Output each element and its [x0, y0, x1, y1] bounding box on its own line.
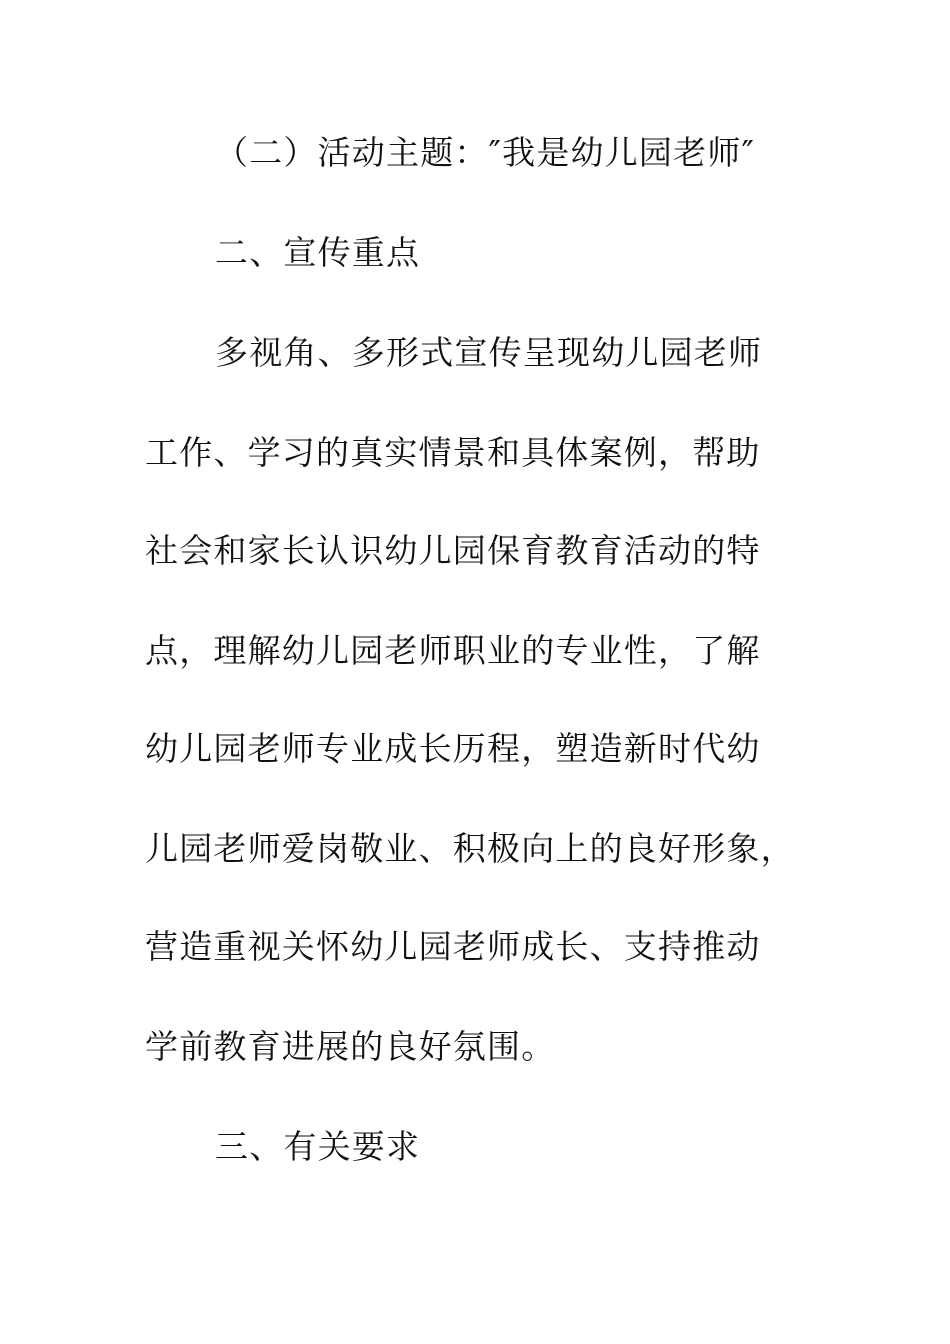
- paragraph-line: 幼儿园老师专业成长历程，塑造新时代幼: [145, 729, 761, 768]
- paragraph-line: 社会和家长认识幼儿园保育教育活动的特: [145, 531, 761, 570]
- section-heading-publicity-focus: 二、宣传重点: [215, 233, 421, 272]
- section-heading-requirements: 三、有关要求: [215, 1127, 421, 1166]
- activity-theme-subheading: （二）活动主题：″我是幼儿园老师″: [215, 133, 756, 172]
- paragraph-line: 点，理解幼儿园老师职业的专业性，了解: [145, 631, 761, 670]
- paragraph-line: 学前教育进展的良好氛围。: [145, 1027, 556, 1066]
- paragraph-line: 营造重视关怀幼儿园老师成长、支持推动: [145, 927, 761, 966]
- paragraph-line: 工作、学习的真实情景和具体案例，帮助: [145, 433, 761, 472]
- paragraph-line: 多视角、多形式宣传呈现幼儿园老师: [215, 333, 763, 372]
- paragraph-line: 儿园老师爱岗敬业、积极向上的良好形象，: [145, 829, 795, 868]
